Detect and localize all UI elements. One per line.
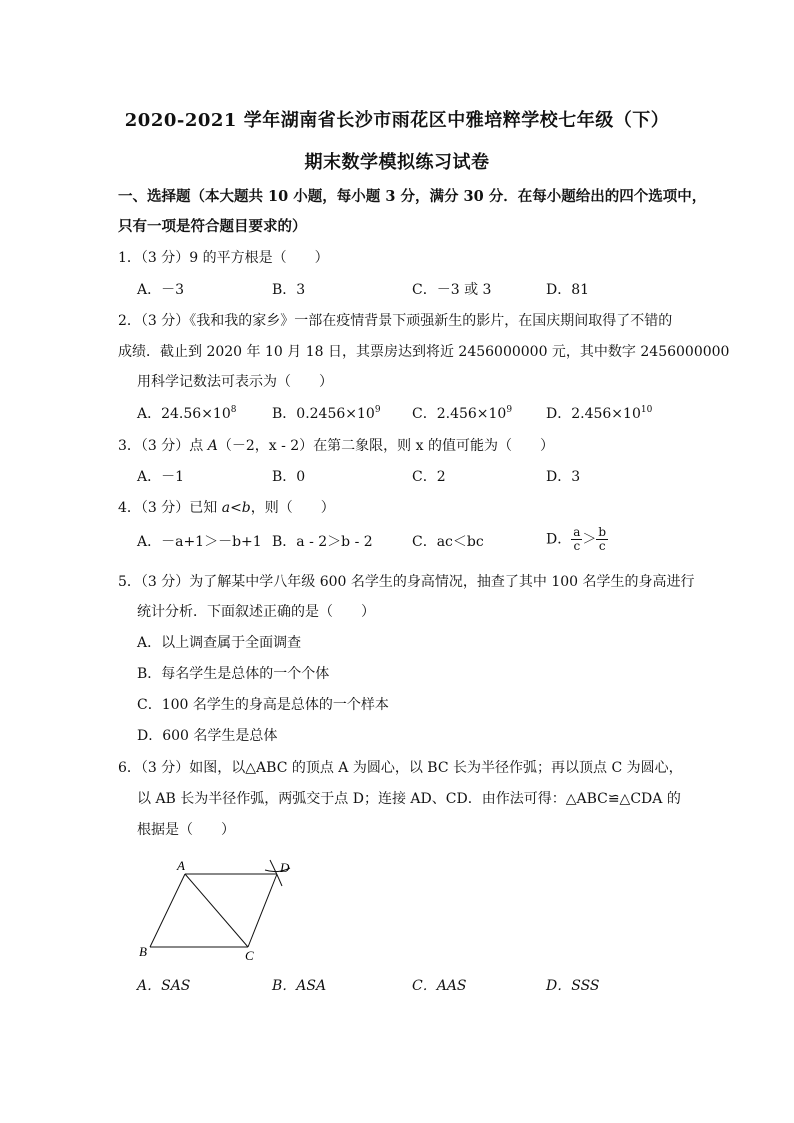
q1-option-b: B．3 bbox=[272, 282, 306, 298]
exam-title-line1: 2020-2021 学年湖南省长沙市雨花区中雅培粹学校七年级（下） bbox=[124, 110, 670, 131]
q5-stem-line2: 统计分析．下面叙述正确的是（ ） bbox=[137, 604, 375, 620]
q6-stem-line3: 根据是（ ） bbox=[137, 822, 235, 838]
fraction-a-over-c: $\frac{a}{c}$ bbox=[573, 525, 581, 553]
q1-option-a: A．－3 bbox=[137, 282, 185, 298]
q2-stem-line2: 成绩．截止到 2020 年 10 月 18 日，其票房达到将近 2456000000 元，其中数字 2456000000 bbox=[118, 344, 730, 360]
q4-option-c: C．ac＜bc bbox=[412, 534, 484, 550]
q4-option-d: D． $\frac{a}{c}$ ＞ $\frac{b}{c}$ bbox=[546, 525, 607, 553]
label-d: D bbox=[280, 860, 290, 875]
fraction-b-over-c: $\frac{b}{c}$ bbox=[598, 525, 607, 553]
section-heading-line2: 只有一项是符合题目要求的） bbox=[118, 218, 307, 235]
q2-stem-line3: 用科学记数法可表示为（ ） bbox=[137, 374, 333, 390]
segment-cd bbox=[248, 874, 277, 947]
q5-option-b: B．每名学生是总体的一个个体 bbox=[137, 666, 330, 682]
label-c: C bbox=[245, 948, 254, 963]
q2-option-c: C．$2.456\times 10^9$ bbox=[412, 405, 513, 422]
exam-title-line2: 期末数学模拟练习试卷 bbox=[304, 152, 490, 173]
q6-option-b: B．ASA bbox=[272, 978, 327, 994]
q4-stem: 4．（3 分）已知 a<b，则（ ） bbox=[118, 500, 335, 516]
q4-option-b: B．a - 2＞b - 2 bbox=[272, 534, 373, 550]
label-b: B bbox=[139, 944, 147, 959]
segment-ac bbox=[185, 874, 248, 947]
q3-option-d: D．3 bbox=[546, 469, 581, 485]
q1-option-d: D．81 bbox=[546, 282, 590, 298]
q5-option-d: D．600 名学生是总体 bbox=[137, 728, 278, 744]
q3-stem: 3．（3 分）点 A（－2，x - 2）在第二象限，则 x 的值可能为（ ） bbox=[118, 438, 554, 454]
q4-option-a: A．－a+1＞－b+1 bbox=[137, 534, 262, 550]
q3-option-c: C．2 bbox=[412, 469, 446, 485]
label-a: A bbox=[177, 858, 185, 873]
q2-option-d: D．$2.456\times 10^{10}$ bbox=[546, 405, 653, 422]
q6-option-d: D．SSS bbox=[546, 978, 600, 994]
section-heading-line1: 一、选择题（本大题共 10 小题，每小题 3 分，满分 30 分．在每小题给出的四个选项中， bbox=[118, 188, 707, 205]
q5-option-c: C．100 名学生的身高是总体的一个样本 bbox=[137, 697, 389, 713]
q2-option-b: B．$0.2456\times 10^9$ bbox=[272, 405, 381, 422]
geometry-figure bbox=[130, 852, 310, 967]
q3-option-a: A．－1 bbox=[137, 469, 185, 485]
q5-option-a: A．以上调查属于全面调查 bbox=[137, 635, 302, 651]
q6-option-a: A．SAS bbox=[137, 978, 191, 994]
q6-option-c: C．AAS bbox=[412, 978, 467, 994]
q2-option-a: A．$24.56\times 10^8$ bbox=[137, 405, 237, 422]
q1-stem: 1．（3 分）9 的平方根是（ ） bbox=[118, 250, 329, 266]
q2-stem-line1: 2．（3 分）《我和我的家乡》一部在疫情背景下顽强新生的影片，在国庆期间取得了不错的 bbox=[118, 313, 673, 329]
q5-stem-line1: 5．（3 分）为了解某中学八年级 600 名学生的身高情况，抽查了其中 100 名学生的身高进行 bbox=[118, 574, 695, 590]
q3-option-b: B．0 bbox=[272, 469, 306, 485]
q1-option-c: C．－3 或 3 bbox=[412, 282, 492, 298]
segment-ab bbox=[150, 874, 185, 947]
q6-stem-line2: 以 AB 长为半径作弧，两弧交于点 D；连接 AD、CD．由作法可得：△ABC≌△CDA 的 bbox=[137, 791, 681, 807]
q6-stem-line1: 6．（3 分）如图，以△ABC 的顶点 A 为圆心，以 BC 长为半径作弧；再以顶点 C 为圆心， bbox=[118, 760, 683, 776]
